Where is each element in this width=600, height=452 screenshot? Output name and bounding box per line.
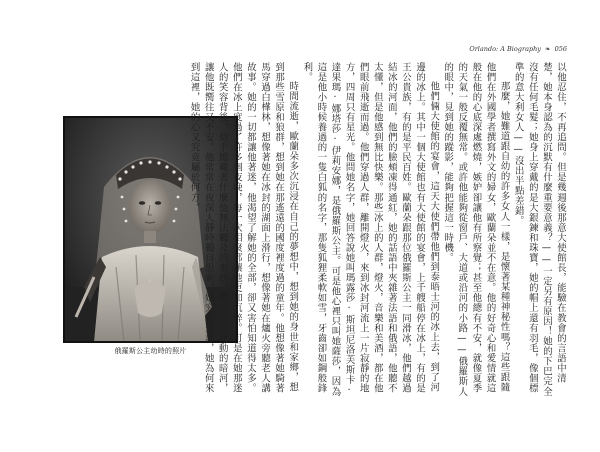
fleuron-icon: ❧ <box>545 45 551 53</box>
paragraph: 他們倆大使館的宴會，這天大使們帶他們到泰晤士河的冰上去，到了河邊的冰上。其中一個大使館也有大使館的宴會，上千艘船停在冰上，有的是王公貴族，有的是平民百姓。歐蘭朵跟那位俄羅斯公主一同滑冰，他們越過結冰的河面，他們的臉頰凍得通紅，她的話語中夾雜著法語和俄語，他聽不太懂，但是他感到無比快樂。那些冰上的人群，燈火，音樂和美酒，都在他們眼前飛逝而過。他們穿過人群，離開燈火，來到冰封河流上一片寂靜的地方，四周只有星光。他問她名字，她回答說她叫瑪露莎·斯坦尼洛芙斯卡·達果瑪·娜塔莎·伊莉安娜，是俄羅斯公主。可是他心裡只叫她薩莎，因為這是他小時候養過的一隻白狐的名字，那隻狐狸柔軟如雪，牙齒卻如鋼般鋒利。 <box>301 62 440 397</box>
page-number: 056 <box>554 45 567 53</box>
paragraph: 那麼，她難道跟自幼的許多女人一樣，是懷著某種神秘性嗎？這些跟隨他們在外國學者撰寫外文的婦女，歐蘭朵並不在意。他的好奇心和愛情就這般在他的心底深處燃燒，嫉妒卻讓他有所察覺；甚至他總有不安，就像夏季的天氣一般反覆無常。或許他能夠從窗戶、大道或沿河的小路——俄羅斯人的眼中，見到她的蹤影，能夠把握這一時機。 <box>442 62 510 397</box>
running-header <box>412 45 567 53</box>
paragraph: 以他忍住，不再追問。但是幾週後那意大使館長，能驗在教會的言語中清楚，她本身認為的沉默有什麼重要意義？——一定另有原因！她的下巴完全沒有任何毛髮；她身上穿戴的是大銀鍊和珠寶，她的帽上還有羽毛，像個標準的意大利女人——沒出半點差錯。 <box>512 62 566 397</box>
figure-caption: 俄羅斯公主幼時的照片 <box>114 347 187 355</box>
body-text <box>188 62 567 398</box>
book-title: Orlando: A Biography <box>469 45 541 53</box>
paragraph: 時間流逝，歐蘭朵多次沉浸在自己的夢想中，想到她的身世和家鄉，想到那些雪原和狼群，想到她在那遙遠的國度裡度過的童年。他想像著她騎著馬穿過白樺林，想像著她在冰封的湖面上滑行，想像著她在爐火旁聽老人講故事。她的一切都讓他著迷，他渴望了解她的全部，卻又害怕知道得太多。他們在冰上度過了許多個夜晚，每一次相聚都讓他更加沉醉。可是在她那迷人的笑容背後，似乎總藏著什麼他無法觸及的東西，像冰層下流動的暗河，讓他既嚮往又不安。他常常在夜深人靜時獨自思索，她究竟是誰，她為何來到這裡，她的心又究竟屬於何方。 <box>188 62 299 394</box>
